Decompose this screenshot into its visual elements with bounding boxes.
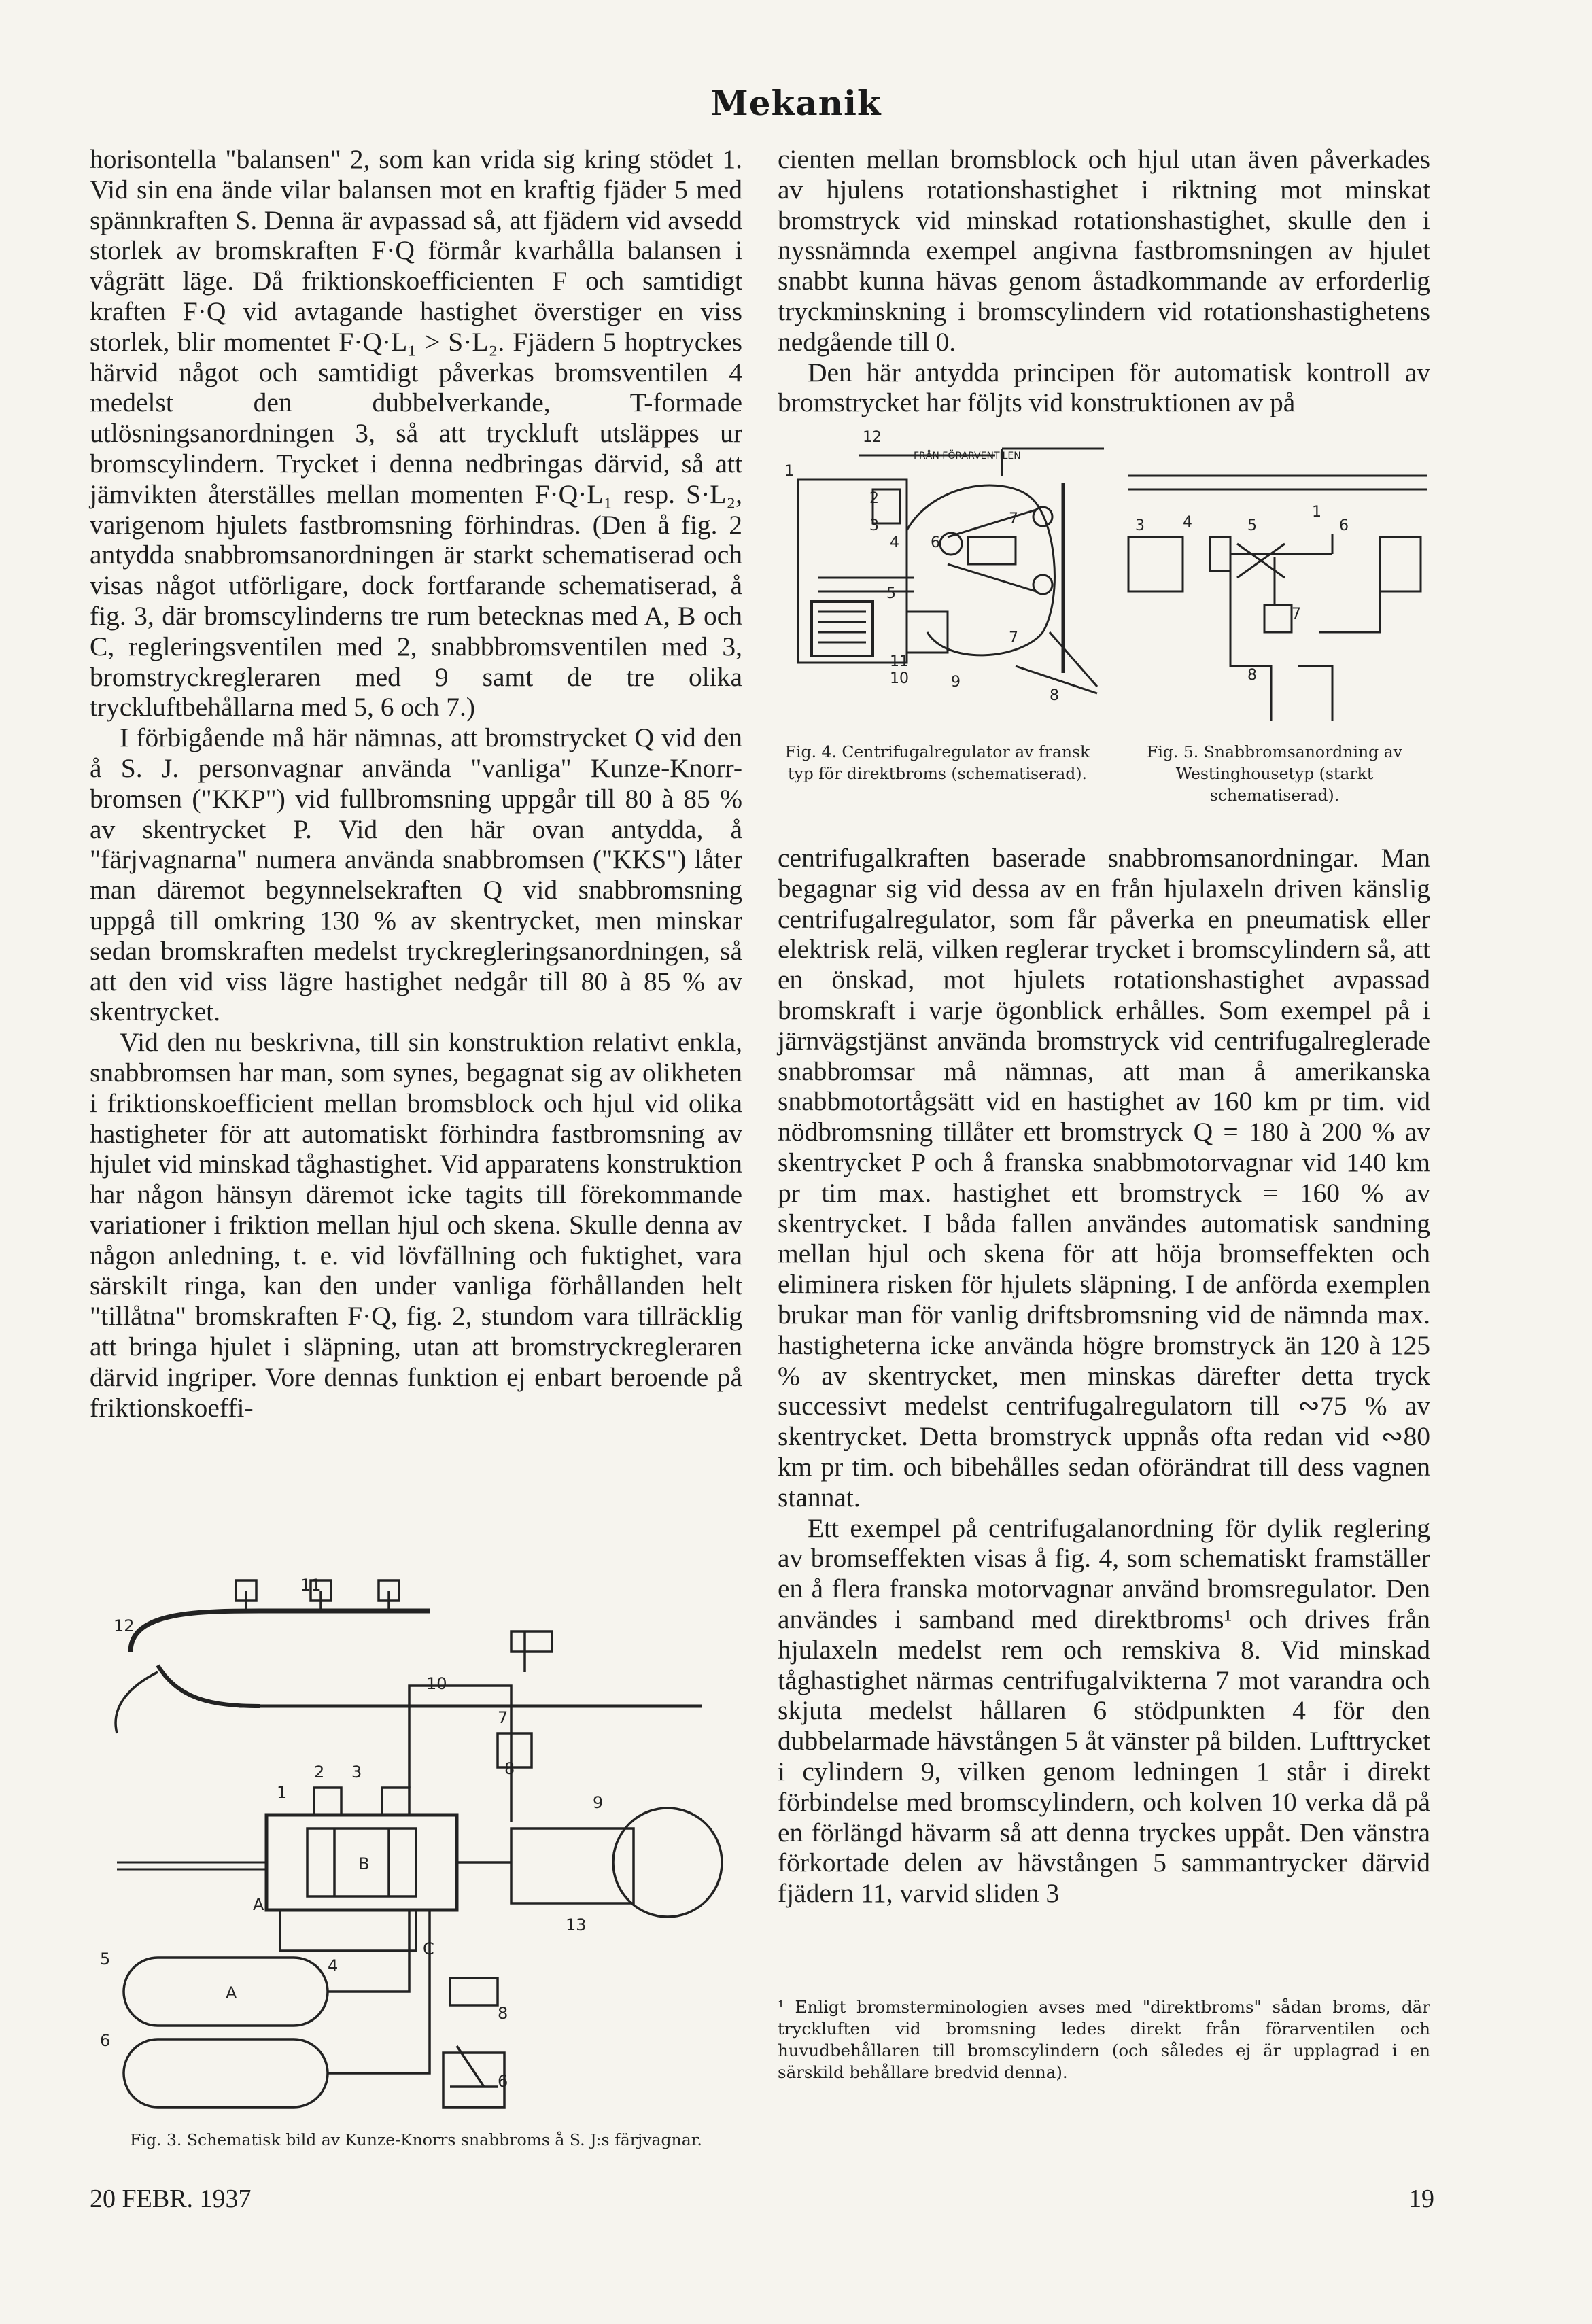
fig3-label-2: 2 — [314, 1763, 325, 1782]
fig3-label-6: 6 — [100, 2031, 111, 2050]
fig5-label-5: 5 — [1247, 517, 1257, 534]
fig3-label-B: B — [358, 1854, 370, 1873]
fig3-label-13: 13 — [566, 1915, 587, 1935]
left-paragraph-3: Vid den nu beskrivna, till sin konstruktion relativt enkla, snabbromsen har man, som synes, begagnat sig av olikheten i friktionskoefficient mellan bromsblock och hjul vid olika hastigheter för att automatiskt förhindra fastbromsning av hjulet vid minskad tåghastighet. Vid apparatens konstruktion har någon hänsyn däremot icke tagits till förekommande variationer i friktion mellan hjul och skena. Skulle denna av någon anledning, t. e. vid lövfällning och fuktighet, vara särskilt ringa, kan den under vanliga förhållanden helt "tillåtna" bromskraften F·Q, fig. 2, stundom vara tillräcklig att bringa hjulet i släpning, utan att bromstryckregleraren därvid ingriper. Vore dennas funktion ej enbart beroende på friktionskoeffi- — [90, 1027, 742, 1423]
fig5-label-6: 6 — [1339, 517, 1349, 534]
fig4-label-7-top: 7 — [1009, 510, 1018, 527]
fig4-label-9: 9 — [951, 674, 961, 691]
fig3-label-A-tank: A — [226, 1983, 237, 2002]
fig3-label-11: 11 — [300, 1576, 322, 1595]
fig4-label-8: 8 — [1050, 687, 1059, 704]
fig3-label-12: 12 — [114, 1616, 135, 1635]
fig4-label-1: 1 — [784, 463, 794, 480]
fig3-label-8: 8 — [504, 1759, 515, 1778]
fig4-label-10: 10 — [890, 670, 909, 687]
fig4-label-4: 4 — [890, 534, 899, 551]
fig5-drawing — [1122, 462, 1434, 734]
issue-date: 20 FEBR. 1937 — [90, 2185, 252, 2213]
section-header: Mekanik — [710, 83, 882, 123]
left-paragraph-2: I förbigående må här nämnas, att bromstrycket Q vid den å S. J. personvagnar använda "vanliga" Kunze-Knorr-bromsen ("KKP") vid fullbromsning uppgår till 80 à 85 % av skentrycket P. Vid den här ovan antydda, å "färjvagnarna" numera använda snabbromsen ("KKS") låter man däremot begynnelsekraften Q vid snabbromsning uppgå till omkring 130 % av skentrycket, men minskar sedan bromskraften medelst tryckregleringsanordningen, så att den vid viss lägre hastighet nedgår till 80 à 85 % av skentrycket. — [90, 723, 742, 1027]
fig4-inset-text: FRÅN FÖRARVENTILEN — [914, 451, 1021, 462]
fig4-label-12: 12 — [863, 429, 882, 446]
fig3-label-8-lower: 8 — [498, 2004, 508, 2023]
fig5-label-3: 3 — [1135, 517, 1145, 534]
fig3-label-7: 7 — [498, 1708, 508, 1727]
left-paragraph-1: horisontella "balansen" 2, som kan vrida sig kring stödet 1. Vid sin ena ände vilar balansen mot en kraftig fjäder 5 med spännkraften S. Denna är avpassad så, att fjädern vid avsedd storlek av bromskraften F·Q förmår kvarhålla balansen i vågrätt läge. Då friktionskoefficienten F och samtidigt kraften F·Q vid avtagande hastighet överstiger en viss storlek, blir momentet F·Q·L₁ > S·L₂. Fjädern 5 hoptryckes härvid något och samtidigt påverkas bromsventilen 4 medelst den dubbelverkande, T-formade utlösningsanordningen 3, så att tryckluft utsläppes ur bromscylindern. Trycket i denna nedbringas därvid, så att jämvikten återställes mellan momenten F·Q·L₁ resp. S·L₂, varigenom hjulets fastbromsning förhindras. (Den å fig. 2 antydda snabbromsanordningen är starkt schematiserad och visas något utförligare, dock fortfarande schematiserad, å fig. 3, där bromscylinderns tre rum betecknas med A, B och C, regleringsventilen med 2, snabbbromsventilen med 3, bromstryckregleraren med 9 samt de tre olika tryckluftbehållarna med 5, 6 och 7.) — [90, 144, 742, 723]
fig3-label-3: 3 — [351, 1763, 362, 1782]
fig5-label-4: 4 — [1183, 514, 1192, 531]
fig4-label-2: 2 — [869, 490, 879, 507]
fig3-label-5: 5 — [100, 1949, 111, 1969]
right-paragraph-1: cienten mellan bromsblock och hjul utan även påverkades av hjulens rotationshastighet i riktning mot minskat bromstryck vid minskad rotationshastighet, skulle den i nyssnämnda exempel angivna fastbromsningen av hjulet snabbt kunna hävas genom åstadkommande av erforderlig tryckminskning i bromscylindern vid rotationshastighetens nedgående till 0. — [778, 144, 1430, 357]
fig4-label-7-bottom: 7 — [1009, 629, 1018, 646]
fig3-label-1: 1 — [277, 1783, 288, 1802]
fig3-label-10: 10 — [426, 1674, 447, 1693]
right-paragraph-2: Den här antydda principen för automatisk kontroll av bromstrycket har följts vid konstruktionen av på — [778, 357, 1430, 418]
fig4-drawing — [778, 428, 1104, 721]
right-paragraph-4: Ett exempel på centrifugalanordning för dylik reglering av bromseffekten visas å fig. 4, som schematiskt framställer en å flera franska motorvagnar använd bromsregulator. Den användes i samband med direktbroms¹ och drives från hjulaxeln medelst rem och remskiva 8. Vid minskad tåghastighet närmas centrifugalvikterna 7 mot varandra och skjuta medelst hållaren 6 stödpunkten 4 för den dubbelarmade hävstången 5 åt vänster på bilden. Lufttrycket i cylindern 9, vilken genom ledningen 1 står i direkt förbindelse med bromscylindern, och kolven 10 verka då på en förlängd hävarm så att denna tryckes uppåt. Den vänstra förkortade delen av hävstången 5 sammantrycker därvid fjädern 11, varvid sliden 3 — [778, 1512, 1430, 1909]
fig3-label-9: 9 — [593, 1793, 604, 1812]
fig4-label-6: 6 — [931, 534, 940, 551]
fig5-label-1: 1 — [1312, 504, 1321, 521]
fig5-caption: Fig. 5. Snabbromsanordning av Westinghousetyp (starkt schematiserad). — [1147, 742, 1402, 805]
left-column — [90, 144, 742, 1423]
fig4-caption: Fig. 4. Centrifugalregulator av fransk typ för direktbroms (schematiserad). — [784, 742, 1090, 783]
right-paragraph-3: centrifugalkraften baserade snabbromsanordningar. Man begagnar sig vid dessa av en från hjulaxeln driven känslig centrifugalregulator, som får påverka en pneumatisk eller elektrisk relä, vilken reglerar trycket i bromscylindern så, att en önskad, mot hjulets rotationshastighet avpassad bromskraft i varje ögonblick erhålles. Som exempel på i järnvägstjänst använda bromstryck vid centrifugalreglerade snabbromsar må nämnas, att man å amerikanska snabbmotortågsätt vid en hastighet av 160 km pr tim. vid nödbromsning tillåter ett bromstryck Q = 180 à 200 % av skentrycket P och å franska snabbmotorvagnar vid 140 km pr tim max. hastighet ett bromstryck = 160 % av skentrycket. I båda fallen användes automatisk sandning mellan hjul och skena för att höja bromseffekten och eliminera risken för hjulets släpning. I de anförda exemplen brukar man för vanlig driftsbromsning vid de nämnda max. hastigheterna icke använda högre bromstryck än 120 à 125 % av skentrycket, men minskas därefter detta tryck successivt medelst centrifugalregulatorn till ∾75 % av skentrycket. Detta bromstryck uppnås ofta redan vid ∾80 km pr tim. och bibehålles sedan oförändrat till dess vagnen stannat. — [778, 843, 1430, 1512]
fig3-label-6-lower: 6 — [498, 2072, 508, 2091]
fig5-label-7: 7 — [1292, 606, 1301, 623]
fig3-label-4: 4 — [328, 1956, 339, 1975]
fig4-label-5: 5 — [886, 585, 896, 602]
right-column-top — [778, 144, 1430, 418]
fig3-drawing — [90, 1570, 742, 2121]
page-number: 19 — [1408, 2185, 1434, 2213]
fig3-caption: Fig. 3. Schematisk bild av Kunze-Knorrs snabbroms å S. J:s färjvagnar. — [130, 2130, 702, 2149]
fig3-label-A: A — [253, 1895, 264, 1914]
fig5-label-8: 8 — [1247, 667, 1257, 684]
fig4-label-3: 3 — [869, 517, 879, 534]
footnote: ¹ Enligt bromsterminologien avses med "direktbroms" sådan broms, där tryckluften vid bromsning ledes direkt från förarventilen och huvudbehållaren till bromscylindern (och således ej är upplagrad i en särskild behållare bredvid denna). — [778, 1997, 1430, 2082]
right-column-bottom — [778, 843, 1430, 1909]
fig3-label-C: C — [423, 1939, 434, 1958]
fig4-label-11: 11 — [890, 653, 909, 670]
